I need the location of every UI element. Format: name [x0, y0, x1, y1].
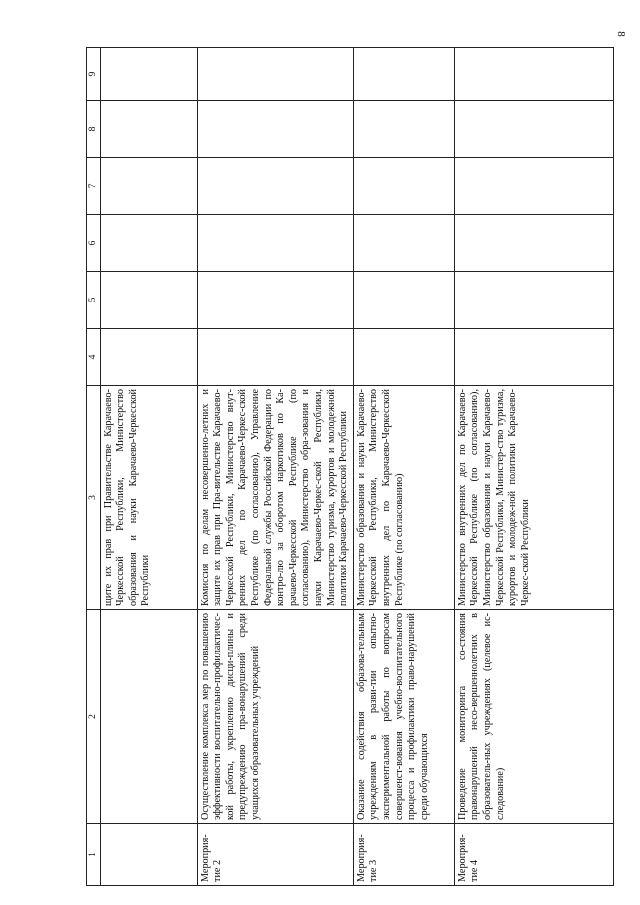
measure-label: [100, 824, 197, 886]
empty-cell: [353, 329, 454, 386]
measure-label: Мероприя-тие 3: [353, 824, 454, 886]
empty-cell: [353, 215, 454, 272]
empty-cell: [197, 101, 353, 158]
column-header: 6: [87, 215, 101, 272]
empty-cell: [197, 215, 353, 272]
responsible-executors: Министерство образования и науки Карачаево-Черкесской Республики, Министерство внутренних дел по Карачаево-Черкесской Республике (по согласованию): [353, 386, 454, 610]
table-container: [86, 48, 614, 886]
empty-cell: [353, 272, 454, 329]
measure-label: Мероприя-тие 4: [454, 824, 613, 886]
measure-description: Проведение мониторинга со-стояния правонарушений несо-вершеннолетних в образователь-ных учреждениях (целевое ис-следование): [454, 610, 613, 824]
responsible-executors: щите их прав при Правительстве Карачаево-Черкесской Республики, Министерство образования и науки Карачаево-Черкесской Республики: [100, 386, 197, 610]
measure-description: Осуществление комплекса мер по повышению эффективности воспитательно-профилактичес-кой работы, укреплению дисци-плины и предупреждению пра-вонарушений среди учащихся образовательных учреждений: [197, 610, 353, 824]
empty-cell: [454, 158, 613, 215]
empty-cell: [100, 329, 197, 386]
rotated-page-area: [86, 48, 614, 886]
empty-cell: [197, 272, 353, 329]
page-number: 8: [614, 31, 627, 37]
column-header: 2: [87, 610, 101, 824]
empty-cell: [100, 272, 197, 329]
empty-cell: [353, 48, 454, 101]
empty-cell: [454, 329, 613, 386]
empty-cell: [100, 48, 197, 101]
column-header: 3: [87, 386, 101, 610]
responsible-executors: Министерство внутренних дел по Карачаево-Черкесской Республике (по согласованию), Министерство образования и науки Карачаево-Черкесской Республики, Министер-ство туризма, курортов и молодеж-ной политики Карачаево-Черкес-ской Республики: [454, 386, 613, 610]
empty-cell: [454, 272, 613, 329]
responsible-executors: Комиссия по делам несовершенно-летних и защите их прав при Пра-вительстве Карачаево-Черкесской Республики, Министерство внут-ренних дел по Карачаево-Черкес-ской Республике (по согласованию), Управление Федеральной службы Российской Федерации по контро-лю за оборотом наркотиков по Ка-рачаево-Черкесской Республике (по согласованию), Министерство обра-зования и науки Карачаево-Черкес-ской Республики, Министерство туризма, курортов и молодежной политики Карачаево-Черкесской Республики: [197, 386, 353, 610]
column-header: 9: [87, 48, 101, 101]
measure-description: [100, 610, 197, 824]
column-header: 1: [87, 824, 101, 886]
empty-cell: [197, 48, 353, 101]
empty-cell: [100, 101, 197, 158]
column-header: 4: [87, 329, 101, 386]
empty-cell: [454, 101, 613, 158]
header-row: [87, 48, 101, 886]
empty-cell: [197, 329, 353, 386]
column-header: 8: [87, 101, 101, 158]
table-row: [454, 48, 613, 886]
table-row: [100, 48, 197, 886]
empty-cell: [197, 158, 353, 215]
table-row: [197, 48, 353, 886]
empty-cell: [100, 215, 197, 272]
empty-cell: [353, 158, 454, 215]
table-row: [353, 48, 454, 886]
column-header: 7: [87, 158, 101, 215]
empty-cell: [454, 215, 613, 272]
measure-description: Оказание содействия образова-тельным учреждениям в разви-тии опытно-экспериментальной работы по вопросам совершенст-вования учебно-воспитательного процесса и профилактики право-нарушений среди обучающихся: [353, 610, 454, 824]
measures-table: [86, 47, 614, 886]
empty-cell: [100, 158, 197, 215]
column-header: 5: [87, 272, 101, 329]
empty-cell: [454, 48, 613, 101]
empty-cell: [353, 101, 454, 158]
measure-label: Мероприя-тие 2: [197, 824, 353, 886]
